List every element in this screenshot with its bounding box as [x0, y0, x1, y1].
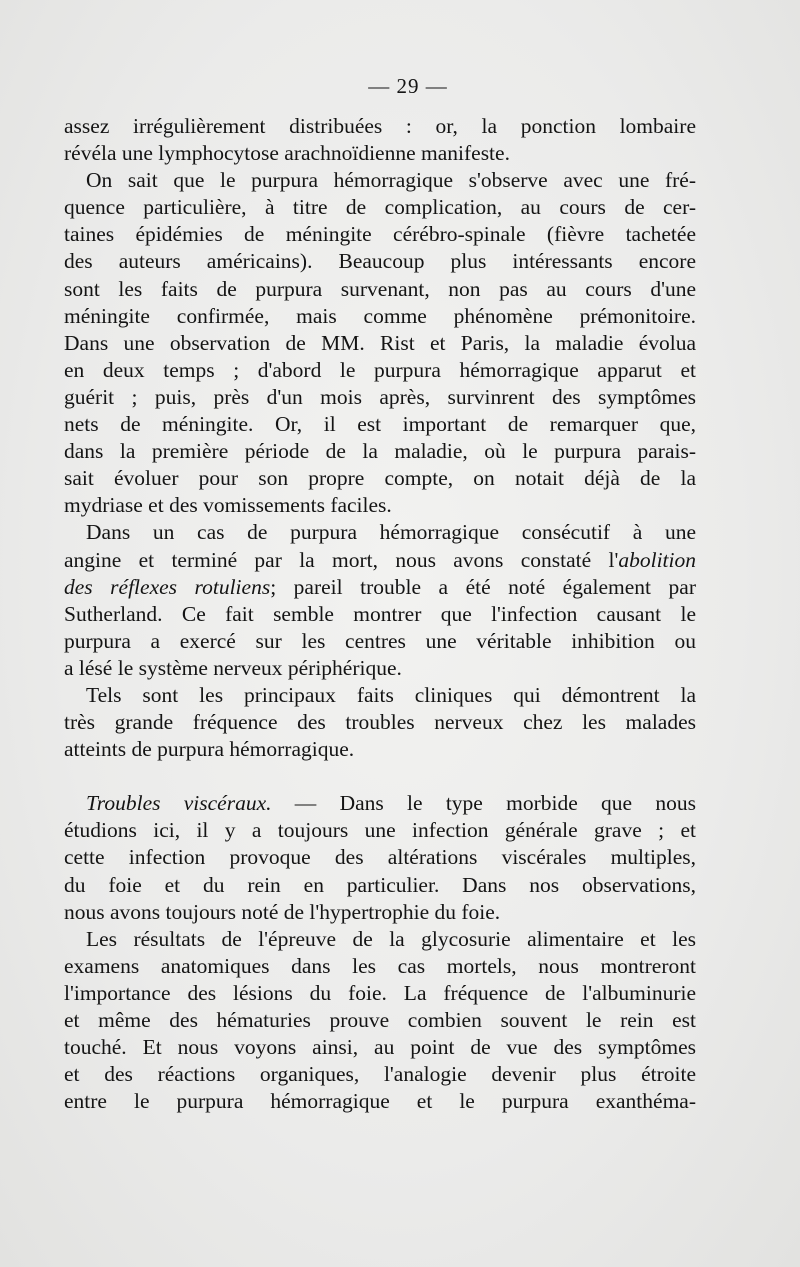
text-line: et des réactions organiques, l'analogie devenir plus étroite: [64, 1062, 696, 1087]
text-line: On sait que le purpura hémorragique s'observe avec une fré-: [86, 168, 696, 193]
page-number: — 29 —: [368, 74, 448, 98]
italic-run: abolition: [618, 547, 696, 572]
text-line: taines épidémies de méningite cérébro-spinale (fièvre tachetée: [64, 222, 696, 247]
text-line: révéla une lymphocytose arachnoïdienne manifeste.: [64, 141, 510, 166]
page-body: [64, 113, 696, 1115]
text-line: entre le purpura hémorragique et le purpura exanthéma-: [64, 1089, 696, 1114]
text-line: nets de méningite. Or, il est important de remarquer que,: [64, 412, 696, 437]
text-line: touché. Et nous voyons ainsi, au point de vue des symptômes: [64, 1035, 696, 1060]
text-run: angine et terminé par la mort, nous avons constaté l': [64, 547, 619, 572]
text-line: a lésé le système nerveux périphérique.: [64, 655, 402, 680]
text-line: Dans un cas de purpura hémorragique consécutif à une: [86, 520, 696, 545]
text-line: purpura a exercé sur les centres une véritable inhibition ou: [64, 628, 696, 653]
text-line: cette infection provoque des altérations viscérales multiples,: [64, 845, 696, 870]
text-line: étudions ici, il y a toujours une infection générale grave ; et: [64, 818, 696, 843]
text-line: [64, 547, 696, 574]
text-line: très grande fréquence des troubles nerveux chez les malades: [64, 710, 696, 735]
text-line: du foie et du rein en particulier. Dans nos observations,: [64, 872, 696, 897]
text-line: [64, 574, 696, 601]
text-line: l'importance des lésions du foie. La fréquence de l'albuminurie: [64, 980, 696, 1005]
text-run: ; pareil trouble a été noté également par: [270, 574, 696, 599]
text-line: mydriase et des vomissements faciles.: [64, 493, 392, 518]
text-line: assez irrégulièrement distribuées : or, la ponction lombaire: [64, 114, 696, 138]
text-line: Tels sont les principaux faits cliniques qui démontrent la: [86, 682, 696, 707]
text-line: [64, 790, 696, 817]
text-line: dans la première période de la maladie, où le purpura parais-: [64, 439, 696, 464]
text-line: Dans une observation de MM. Rist et Paris, la maladie évolua: [64, 330, 696, 355]
text-line: atteints de purpura hémorragique.: [64, 737, 355, 762]
text-line: nous avons toujours noté de l'hypertrophie du foie.: [64, 899, 501, 924]
text-line: sait évoluer pour son propre compte, on notait déjà de la: [64, 466, 696, 491]
text-line: des auteurs américains). Beaucoup plus intéressants encore: [64, 249, 696, 274]
text-line: quence particulière, à titre de complication, au cours de cer-: [64, 195, 696, 220]
text-line: en deux temps ; d'abord le purpura hémorragique apparut et: [64, 357, 696, 382]
section-heading: Troubles viscéraux.: [86, 791, 272, 816]
section-gap: [64, 763, 696, 790]
text-line: et même des hématuries prouve combien souvent le rein est: [64, 1008, 696, 1032]
text-line: méningite confirmée, mais comme phénomène prémonitoire.: [64, 303, 696, 328]
text-line: Les résultats de l'épreuve de la glycosurie alimentaire et les: [86, 926, 696, 951]
text-line: examens anatomiques dans les cas mortels, nous montreront: [64, 953, 696, 978]
text-run: — Dans le type morbide que nous: [271, 791, 696, 816]
italic-run: des réflexes rotuliens: [64, 574, 271, 599]
text-line: Sutherland. Ce fait semble montrer que l'infection causant le: [64, 601, 696, 626]
text-line: sont les faits de purpura survenant, non pas au cours d'une: [64, 276, 696, 301]
text-line: guérit ; puis, près d'un mois après, survinrent des symptômes: [64, 384, 696, 409]
